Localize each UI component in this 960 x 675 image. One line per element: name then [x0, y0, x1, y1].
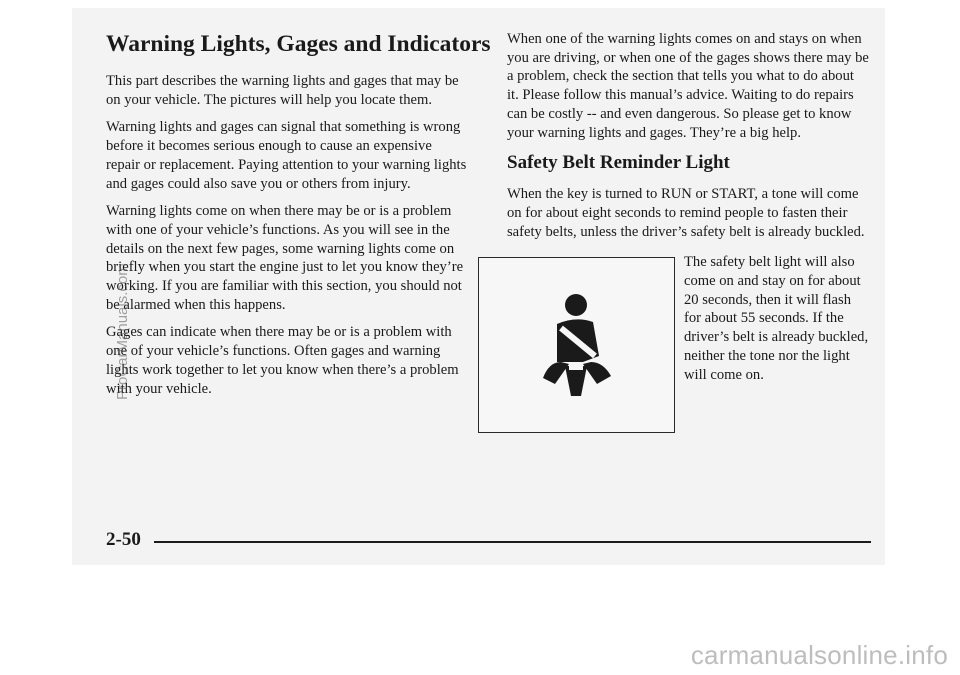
paragraph: Warning lights come on when there may be or is a problem with one of your vehicle’s functions. As you will see in the details on the next few pages, some warning lights come on briefly when you start the engine just to let you know they’re working. If you are familiar with this section, you should not be alarmed when this happens. — [106, 203, 464, 313]
paragraph: This part describes the warning lights and gages that may be on your vehicle. The pictures will help you locate them. — [106, 73, 459, 108]
icon-frame — [478, 257, 675, 433]
paragraph: Gages can indicate when there may be or is a problem with one of your vehicle’s functions. Often gages and warning lights work together to let you know when there’s a problem with your vehicle. — [106, 324, 459, 397]
bottom-watermark: carmanualsonline.info — [690, 640, 948, 670]
page-title: Warning Lights, Gages and Indicators — [106, 31, 491, 57]
section-heading: Safety Belt Reminder Light — [507, 152, 730, 174]
caption-text: The safety belt light will also come on and stay on for about 20 seconds, then it will flash for about 55 seconds. If the driver’s belt is already buckled, neither the tone nor the light will come on. — [684, 254, 869, 383]
figure — [507, 254, 869, 437]
page-number: 2-50 — [106, 529, 141, 550]
paragraph: Warning lights and gages can signal that something is wrong before it becomes serious enough to cause an expensive repair or replacement. Paying attention to your warning lights and gages could also save you or others from injury. — [106, 119, 467, 192]
paragraph: When one of the warning lights comes on and stays on when you are driving, or when one of the gages shows there may be a problem, check the section that tells you what to do about it. Please follow this manual’s advice. Waiting to do repairs can be costly -- and even dangerous. So please get to know your warning lights and gages. They’re a big help. — [507, 31, 869, 141]
paragraph: When the key is turned to RUN or START, a tone will come on for about eight seconds to remind people to fasten their safety belts, unless the driver’s safety belt is already buckled. — [507, 186, 865, 240]
left-column — [106, 30, 491, 407]
figure-caption — [684, 253, 869, 384]
side-watermark — [98, 150, 131, 400]
footer-rule — [154, 541, 871, 543]
page-footer — [106, 528, 871, 558]
side-watermark-text: ProCarManuals.com — [114, 263, 131, 400]
right-column — [507, 30, 869, 437]
seatbelt-icon — [521, 292, 631, 398]
